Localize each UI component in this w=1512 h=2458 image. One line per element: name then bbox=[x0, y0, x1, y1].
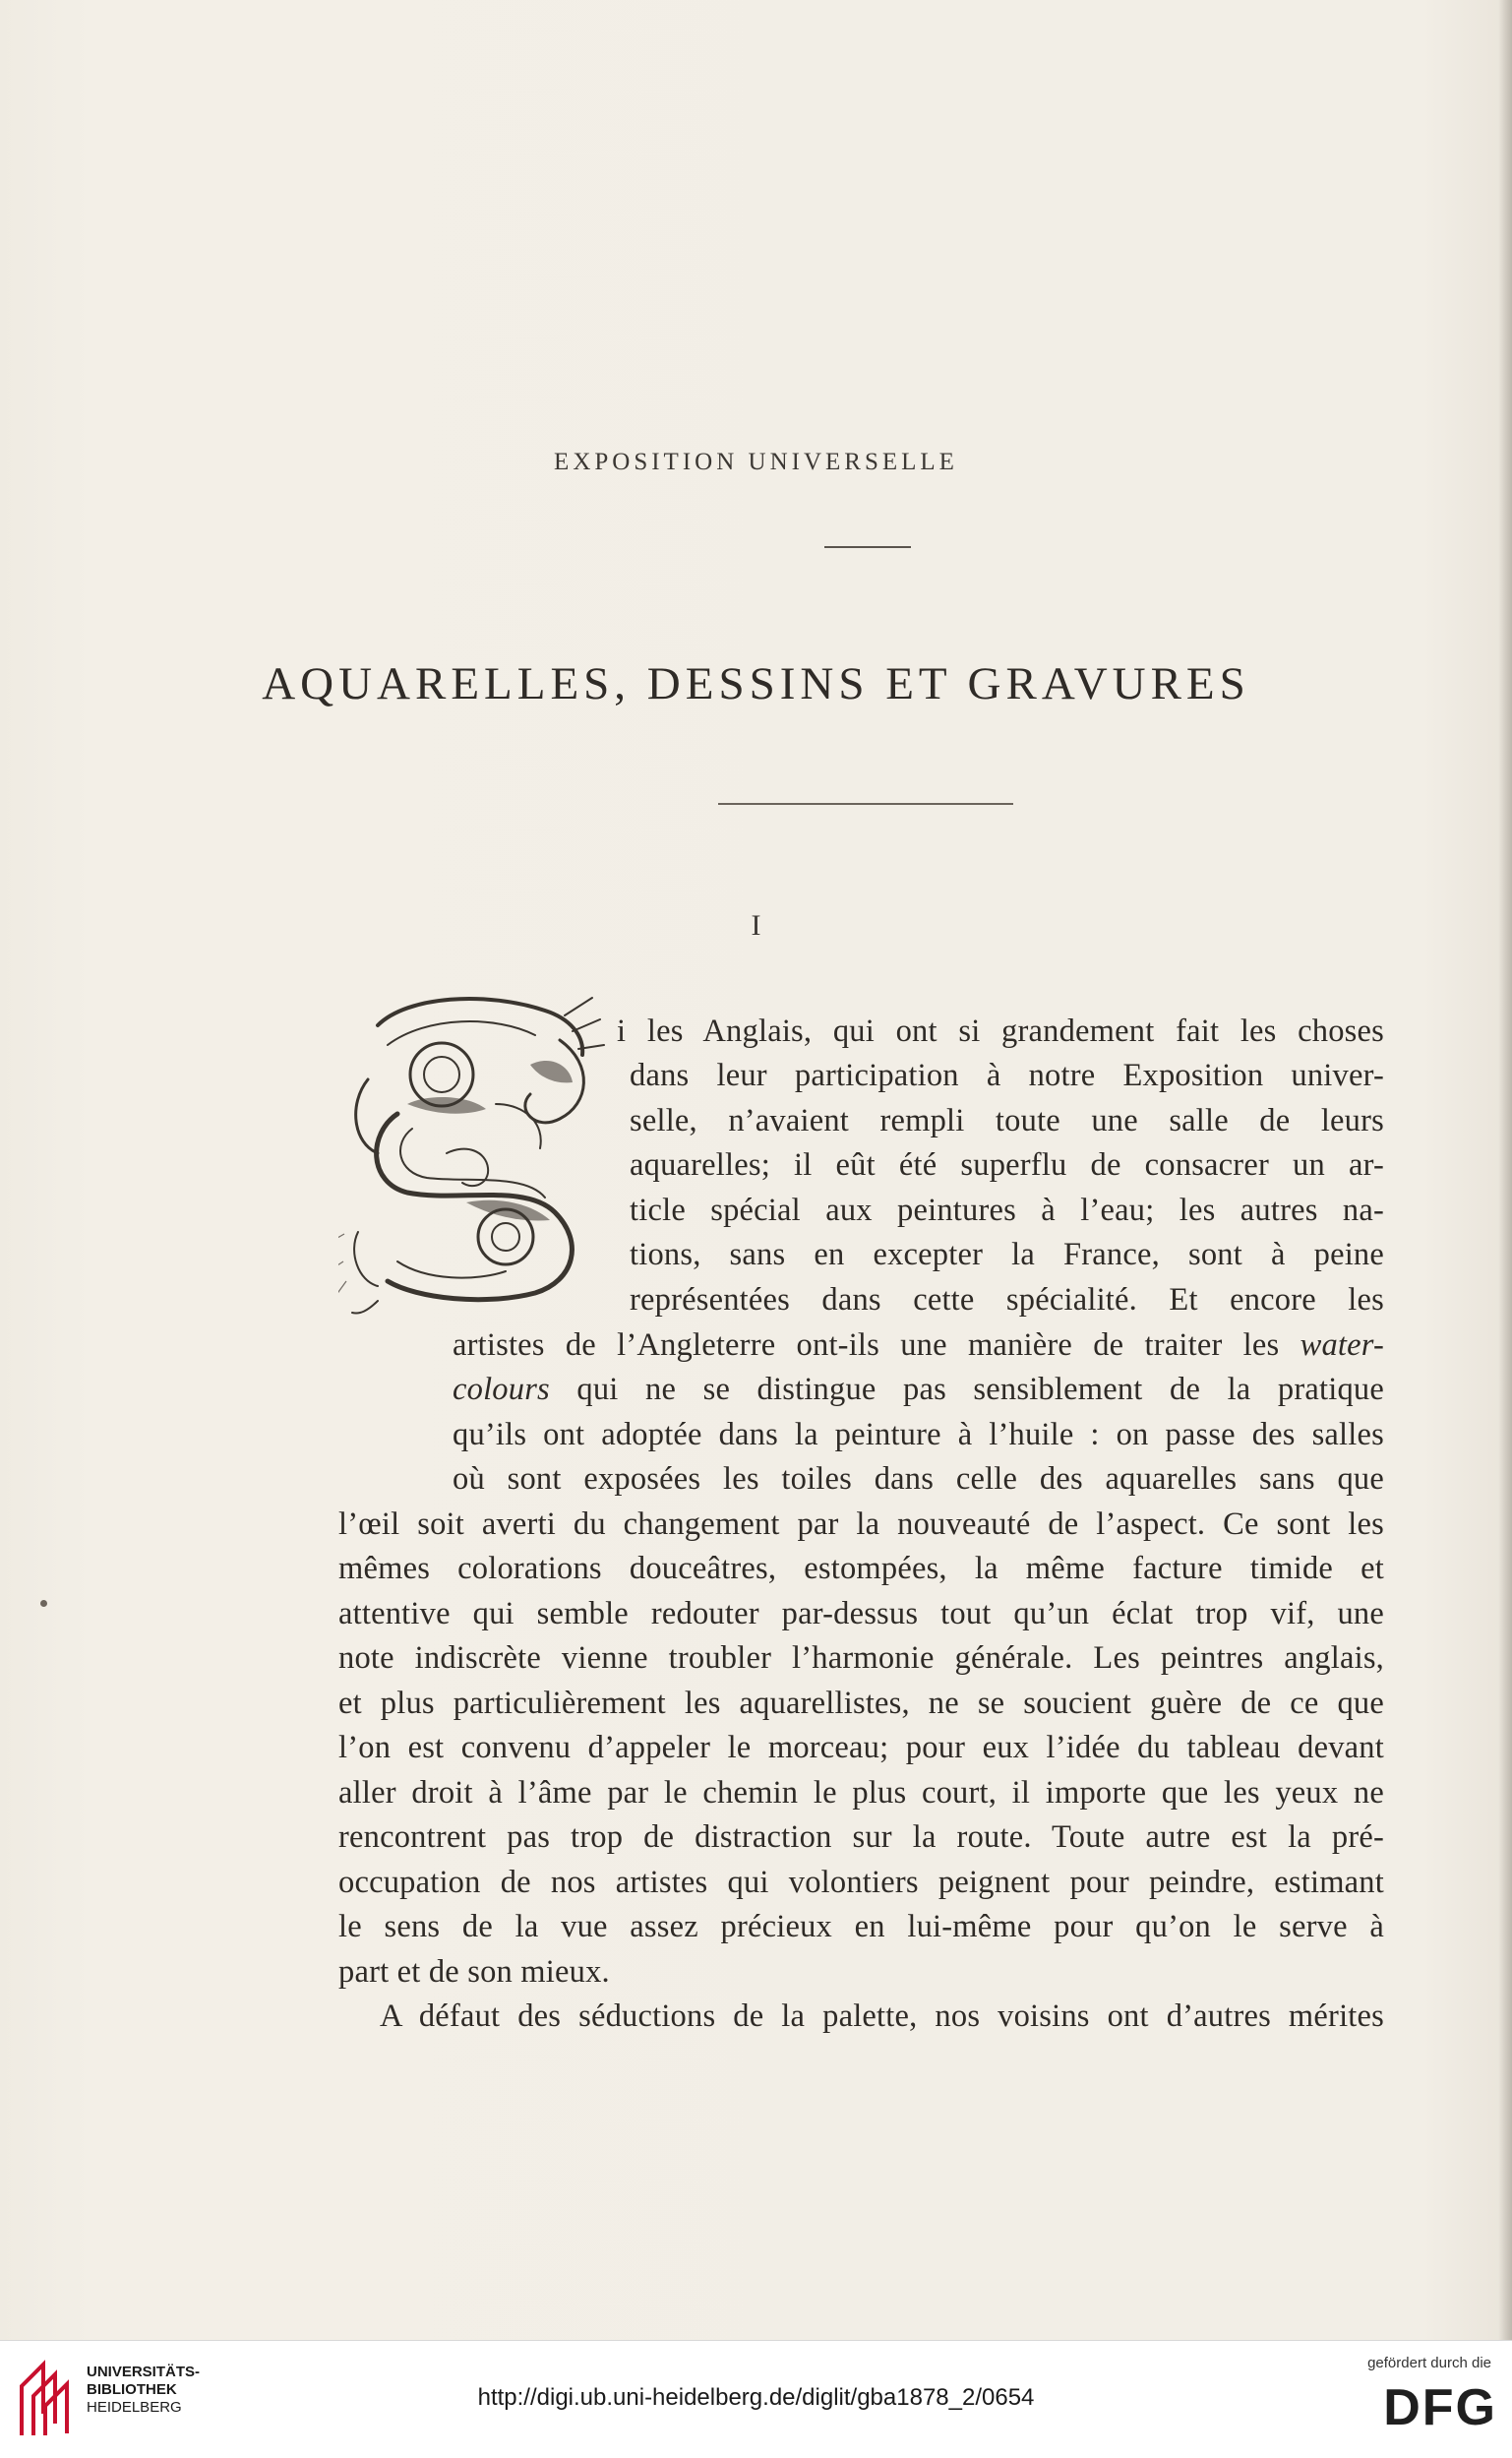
dfg-logo: DFG bbox=[1383, 2379, 1497, 2436]
article-title: AQUARELLES, DESSINS ET GRAVURES bbox=[262, 658, 1250, 709]
text-line: attentive qui semble redouter par-dessus tout qu’un éclat trop vif, une bbox=[338, 1596, 1384, 1631]
text-line: part et de son mieux. bbox=[338, 1954, 610, 1990]
text-line: l’œil soit averti du changement par la nouveauté de l’aspect. Ce sont les bbox=[338, 1506, 1384, 1542]
text-run: qui ne se distingue pas sensiblement de la pratique bbox=[576, 1372, 1385, 1407]
ink-speck bbox=[40, 1600, 47, 1607]
running-kicker: EXPOSITION UNIVERSELLE bbox=[554, 449, 958, 475]
text-line: l’on est convenu d’appeler le morceau; pour eux l’idée du tableau devant bbox=[338, 1730, 1384, 1765]
library-name-line: HEIDELBERG bbox=[87, 2399, 182, 2416]
title-rule bbox=[718, 803, 1013, 805]
text-line: le sens de la vue assez précieux en lui-même pour qu’on le serve à bbox=[338, 1909, 1384, 1944]
text-run: artistes de l’Angleterre ont-ils une manière de traiter les bbox=[453, 1327, 1280, 1363]
text-line: où sont exposées les toiles dans celle des aquarelles sans que bbox=[453, 1461, 1384, 1497]
permalink-url[interactable]: http://digi.ub.uni-heidelberg.de/diglit/gba1878_2/0654 bbox=[477, 2384, 1035, 2411]
text-line: rencontrent pas trop de distraction sur la route. Toute autre est la pré- bbox=[338, 1819, 1384, 1855]
text-line-mixed bbox=[453, 1370, 1384, 1409]
text-line: aller droit à l’âme par le chemin le plus court, il importe que les yeux ne bbox=[338, 1775, 1384, 1811]
text-line: occupation de nos artistes qui volontiers peignent pour peindre, estimant bbox=[338, 1865, 1384, 1900]
text-line: dans leur participation à notre Exposition univer- bbox=[630, 1058, 1384, 1093]
italic-term: water- bbox=[1300, 1327, 1385, 1363]
library-name-line: UNIVERSITÄTS- bbox=[87, 2364, 201, 2380]
funded-by-label: gefördert durch die bbox=[1367, 2355, 1491, 2371]
text-line-mixed bbox=[453, 1325, 1384, 1365]
text-line: note indiscrète vienne troubler l’harmonie générale. Les peintres anglais, bbox=[338, 1640, 1384, 1676]
text-line: selle, n’avaient rempli toute une salle de leurs bbox=[630, 1103, 1384, 1138]
text-line: tions, sans en excepter la France, sont à peine bbox=[630, 1237, 1384, 1272]
text-line: représentées dans cette spécialité. Et encore les bbox=[630, 1282, 1384, 1318]
dropcap-ornament bbox=[338, 986, 610, 1317]
page-edge-shadow bbox=[1498, 0, 1512, 2340]
text-line: i les Anglais, qui ont si grandement fait les choses bbox=[617, 1014, 1384, 1049]
text-line: mêmes colorations douceâtres, estompées, la même facture timide et bbox=[338, 1551, 1384, 1586]
text-line: et plus particulièrement les aquarellistes, ne se soucient guère de ce que bbox=[338, 1686, 1384, 1721]
italic-term: colours bbox=[453, 1372, 550, 1407]
text-line: A défaut des séductions de la palette, nos voisins ont d’autres mérites bbox=[380, 1998, 1384, 2034]
short-rule bbox=[824, 546, 911, 548]
library-name-line: BIBLIOTHEK bbox=[87, 2381, 177, 2398]
text-line: ticle spécial aux peintures à l’eau; les autres na- bbox=[630, 1193, 1384, 1228]
text-line: aquarelles; il eût été superflu de consacrer un ar- bbox=[630, 1147, 1384, 1183]
section-number: I bbox=[751, 909, 761, 942]
text-line: qu’ils ont adoptée dans la peinture à l’huile : on passe des salles bbox=[453, 1417, 1384, 1452]
